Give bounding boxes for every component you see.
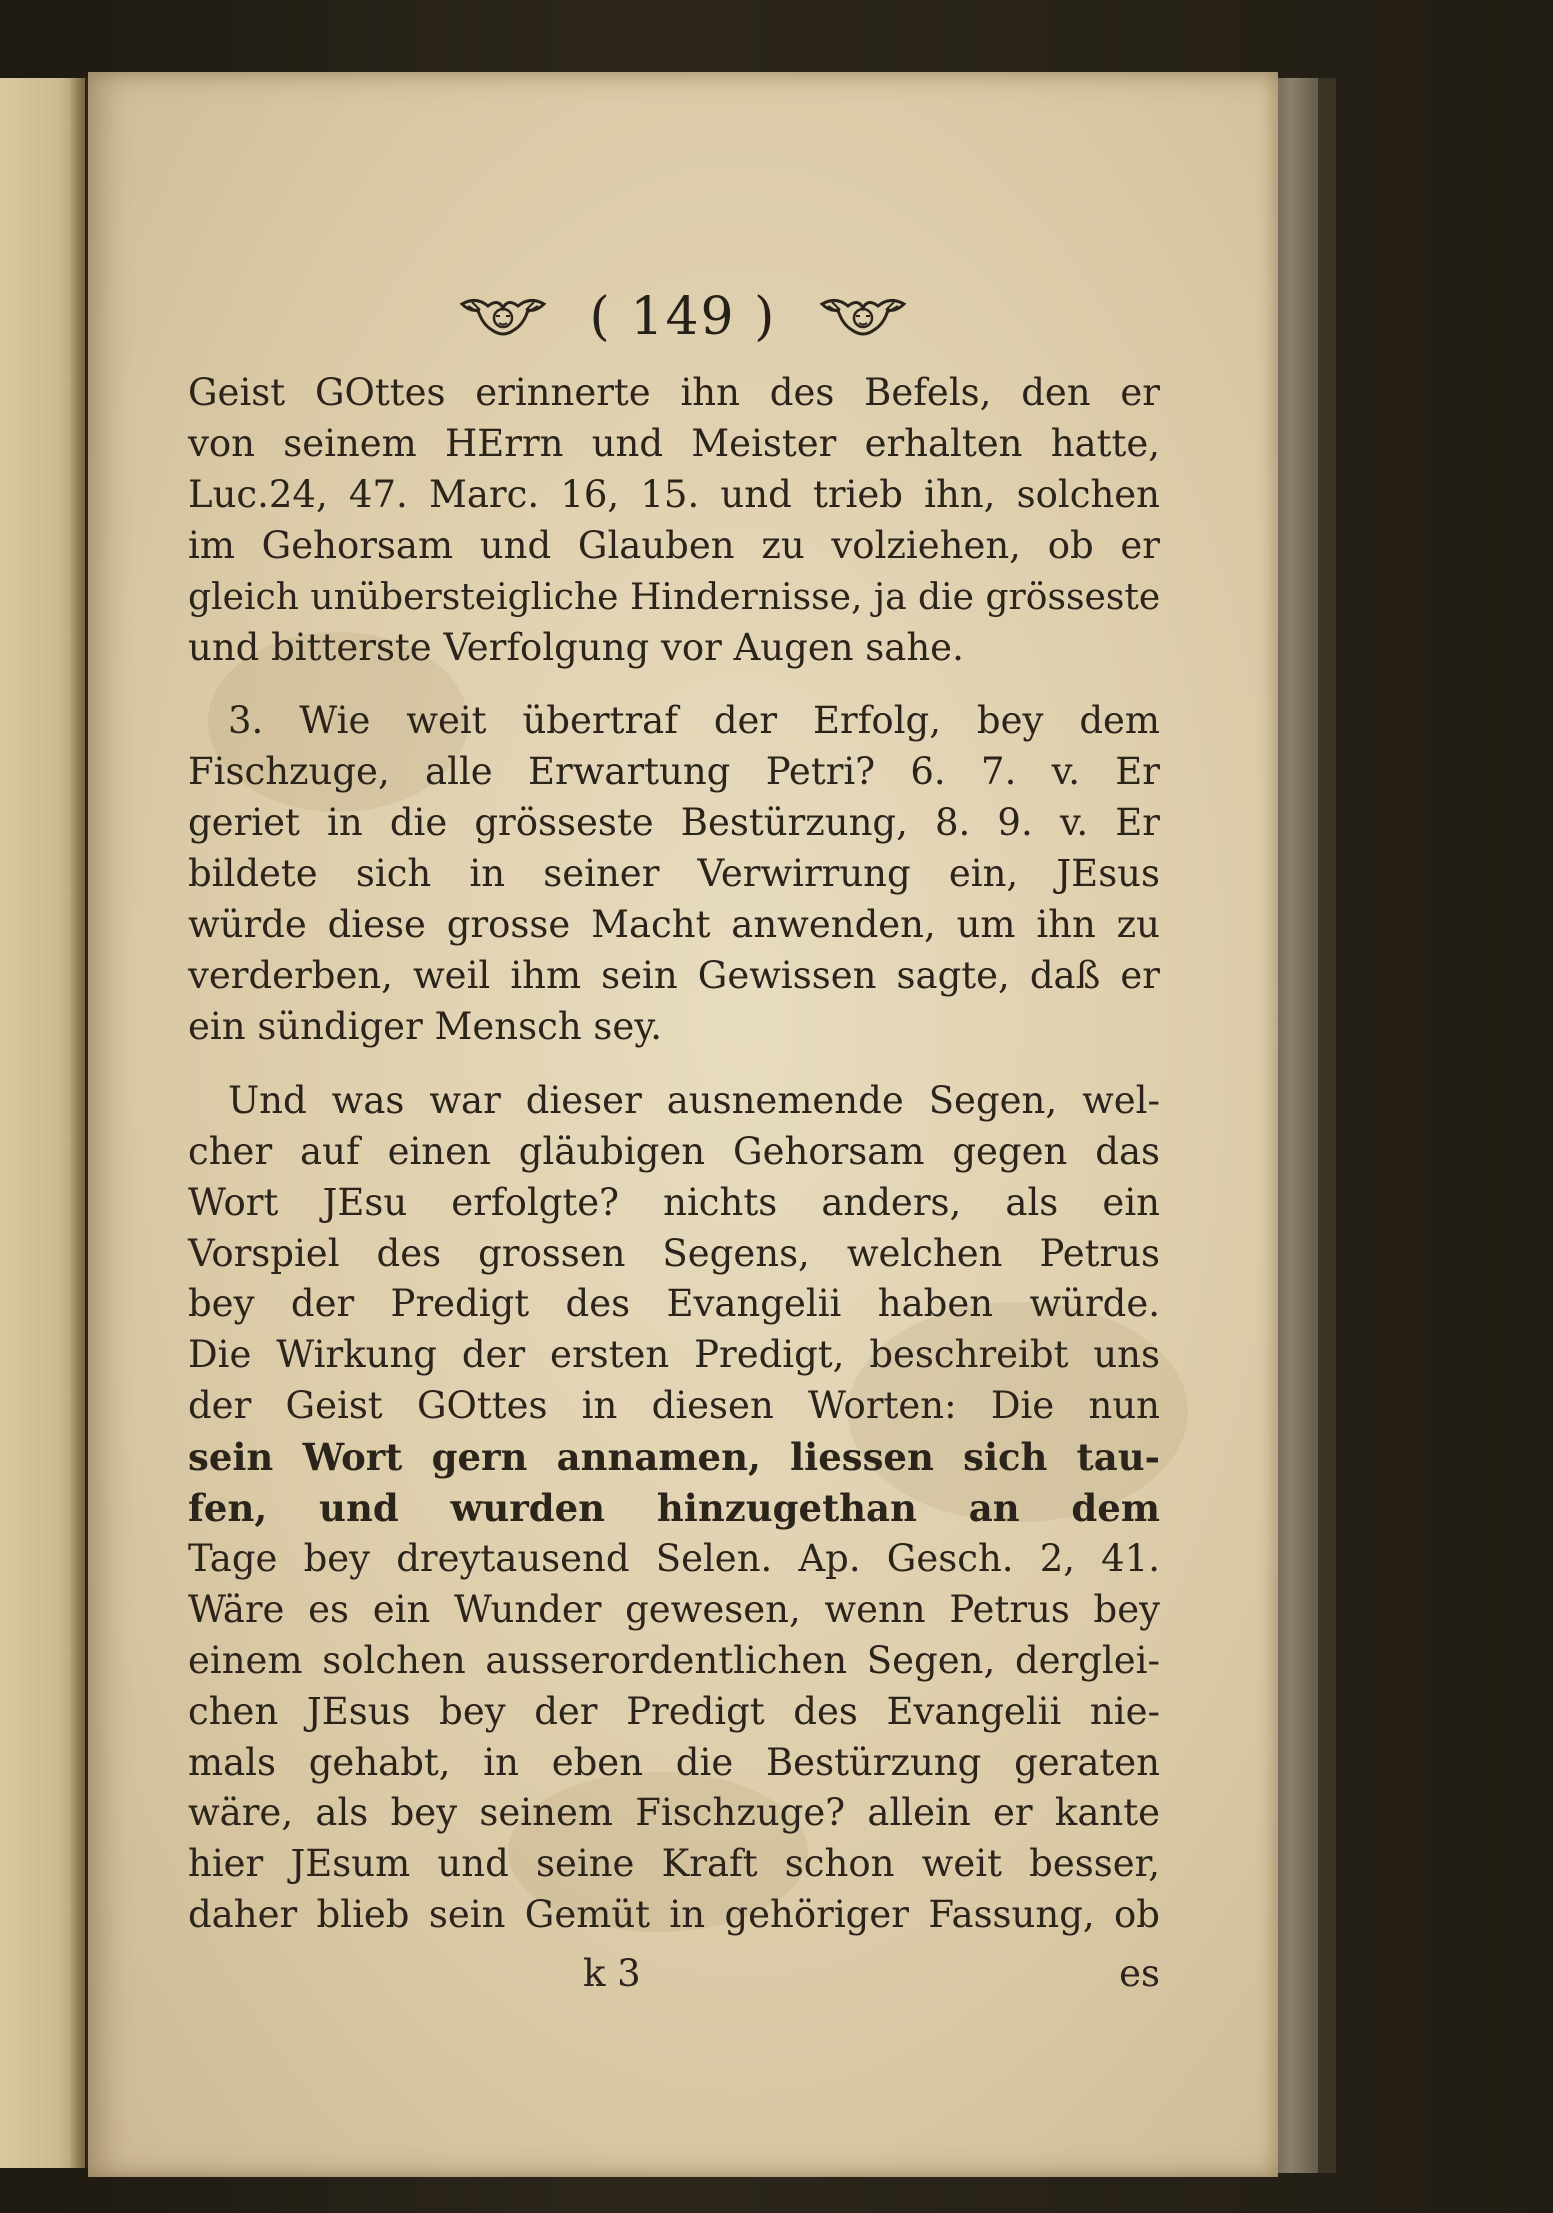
signature-mark: k 3 [583, 1952, 641, 1995]
text-line: cher auf einen gläubigen Gehorsam gegen das [188, 1129, 1160, 1173]
text-line: und bitterste Verfolgung vor Augen sahe. [188, 625, 964, 669]
bible-quote-line: fen, und wurden hinzugethan an dem [188, 1486, 1160, 1531]
text-line: gleich unübersteigliche Hindernisse, ja die grösseste [188, 575, 1161, 618]
text-line: hier JEsum und seine Kraft schon weit besser, [188, 1842, 1160, 1886]
text-line: bildete sich in seiner Verwirrung ein, JEsus [188, 852, 1160, 896]
page-header [88, 282, 1278, 352]
page-footer [188, 1952, 1160, 2006]
text-line: der Geist GOttes in diesen Worten: Die nun [188, 1384, 1160, 1428]
text-line: einem solchen ausserordentlichen Segen, derglei- [188, 1638, 1160, 1682]
paragraph-1 [188, 368, 1160, 673]
text-line: daher blieb sein Gemüt in gehöriger Fassung, ob [188, 1893, 1160, 1937]
text-line: im Gehorsam und Glauben zu volziehen, ob er [188, 523, 1160, 567]
text-line: mals gehabt, in eben die Bestürzung geraten [188, 1740, 1160, 1784]
text-line: würde diese grosse Macht anwenden, um ihn zu [188, 903, 1160, 947]
text-line: wäre, als bey seinem Fischzuge? allein er kante [188, 1791, 1160, 1835]
bible-quote-line: sein Wort gern annamen, liessen sich tau- [188, 1435, 1160, 1480]
cherub-head-ornament-left-icon [458, 294, 548, 340]
paragraph-2 [188, 696, 1160, 1052]
text-line: Luc.24, 47. Marc. 16, 15. und trieb ihn, solchen [188, 472, 1160, 516]
gutter-shadow [70, 78, 88, 2168]
cherub-head-ornament-right-icon [818, 294, 908, 340]
catchword: es [1119, 1952, 1160, 1995]
text-line: Geist GOttes erinnerte ihn des Befels, den er [188, 371, 1160, 414]
text-line: geriet in die grösseste Bestürzung, 8. 9. v. Er [188, 801, 1160, 845]
text-line: Fischzuge, alle Erwartung Petri? 6. 7. v. Er [188, 750, 1160, 794]
paragraph-3 [188, 1076, 1160, 1941]
cover-edge [1318, 78, 1336, 2173]
text-line: chen JEsus bey der Predigt des Evangelii nie- [188, 1689, 1160, 1733]
text-line: ein sündiger Mensch sey. [188, 1004, 663, 1048]
text-line: Wäre es ein Wunder gewesen, wenn Petrus bey [188, 1587, 1160, 1631]
text-line: Die Wirkung der ersten Predigt, beschreibt uns [188, 1333, 1160, 1377]
page-number: ( 149 ) [589, 287, 777, 347]
text-line: von seinem HErrn und Meister erhalten hatte, [188, 421, 1160, 465]
text-line: bey der Predigt des Evangelii haben würde. [188, 1282, 1160, 1326]
body-text [188, 368, 1160, 1941]
text-line: Vorspiel des grossen Segens, welchen Petrus [188, 1231, 1160, 1275]
book-page [88, 72, 1278, 2177]
text-line: 3. Wie weit übertraf der Erfolg, bey dem [228, 699, 1160, 743]
text-line: Wort JEsu erfolgte? nichts anders, als ein [188, 1180, 1160, 1224]
text-line: Und was war dieser ausnemende Segen, wel- [228, 1078, 1160, 1122]
text-line: verderben, weil ihm sein Gewissen sagte, daß er [188, 953, 1160, 997]
text-line: Tage bey dreytausend Selen. Ap. Gesch. 2, 41. [188, 1536, 1160, 1580]
